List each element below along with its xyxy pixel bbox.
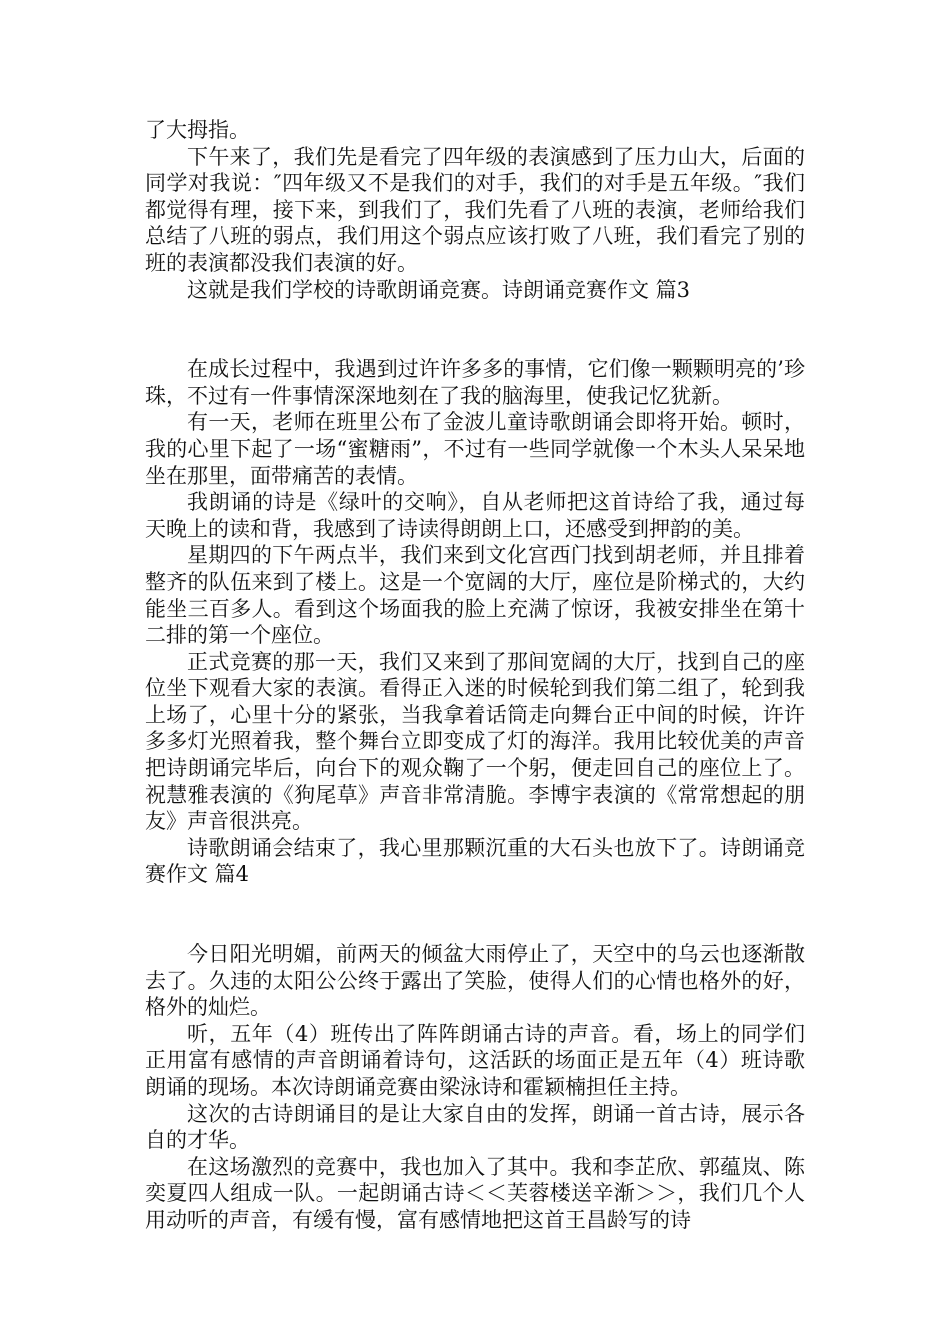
paragraph-6: 我朗诵的诗是《绿叶的交响》，自从老师把这首诗给了我，通过每天晚上的读和背，我感到了诗读得朗朗上口，还感受到押韵的美。 [145, 490, 805, 541]
section-gap [145, 888, 805, 941]
paragraph-2: 下午来了，我们先是看完了四年级的表演感到了压力山大，后面的同学对我说：″四年级又不是我们的对手，我们的对手是五年级。″我们都觉得有理，接下来，到我们了，我们先看了八班的表演，老师给我们总结了八班的弱点，我们用这个弱点应该打败了八班，我们看完了别的班的表演都没我们表演的好。 [145, 144, 805, 275]
paragraph-5: 有一天，老师在班里公布了金波儿童诗歌朗诵会即将开始。顿时，我的心里下起了一场“蜜糖雨”，不过有一些同学就像一个木头人呆呆地坐在那里，面带痛苦的表情。 [145, 410, 805, 488]
paragraph-9-section-heading: 诗歌朗诵会结束了，我心里那颗沉重的大石头也放下了。诗朗诵竞赛作文 篇4 [145, 835, 805, 887]
paragraph-1: 了大拇指。 [145, 118, 250, 142]
paragraph-13: 在这场激烈的竞赛中，我也加入了其中。我和李芷欣、郭蕴岚、陈奕夏四人组成一队。一起朗诵古诗＜＜芙蓉楼送辛渐＞＞，我们几个人用动听的声音，有缓有慢，富有感情地把这首王昌龄写的诗 [145, 1154, 805, 1232]
paragraph-7: 星期四的下午两点半，我们来到文化宫西门找到胡老师，并且排着整齐的队伍来到了楼上。这是一个宽阔的大厅，座位是阶梯式的，大约能坐三百多人。看到这个场面我的脸上充满了惊讶，我被安排坐在第十二排的第一个座位。 [145, 543, 805, 648]
paragraph-8: 正式竞赛的那一天，我们又来到了那间宽阔的大厅，找到自己的座位坐下观看大家的表演。看得正入迷的时候轮到我们第二组了，轮到我上场了，心里十分的紧张，当我拿着话筒走向舞台正中间的时候，许许多多灯光照着我，整个舞台立即变成了灯的海洋。我用比较优美的声音把诗朗诵完毕后，向台下的观众鞠了一个躬，便走回自己的座位上了。祝慧雅表演的《狗尾草》声音非常清脆。李博宇表演的《常常想起的朋友》声音很洪亮。 [145, 649, 805, 834]
paragraph-3-section-heading: 这就是我们学校的诗歌朗诵竞赛。诗朗诵竞赛作文 篇3 [187, 277, 691, 302]
paragraph-11: 听，五年（4）班传出了阵阵朗诵古诗的声音。看，场上的同学们正用富有感情的声音朗诵着诗句，这活跃的场面正是五年（4）班诗歌朗诵的现场。本次诗朗诵竞赛由梁泳诗和霍颖楠担任主持。 [145, 1021, 805, 1099]
document-page [145, 117, 805, 1234]
section-gap [145, 303, 805, 356]
paragraph-4: 在成长过程中，我遇到过许许多多的事情，它们像一颗颗明亮的’珍珠，不过有一件事情深深地刻在了我的脑海里，使我记忆犹新。 [145, 357, 805, 408]
paragraph-12: 这次的古诗朗诵目的是让大家自由的发挥，朗诵一首古诗，展示各自的才华。 [145, 1101, 805, 1153]
paragraph-10: 今日阳光明媚，前两天的倾盆大雨停止了，天空中的乌云也逐渐散去了。久违的太阳公公终于露出了笑脸，使得人们的心情也格外的好，格外的灿烂。 [145, 942, 805, 1020]
